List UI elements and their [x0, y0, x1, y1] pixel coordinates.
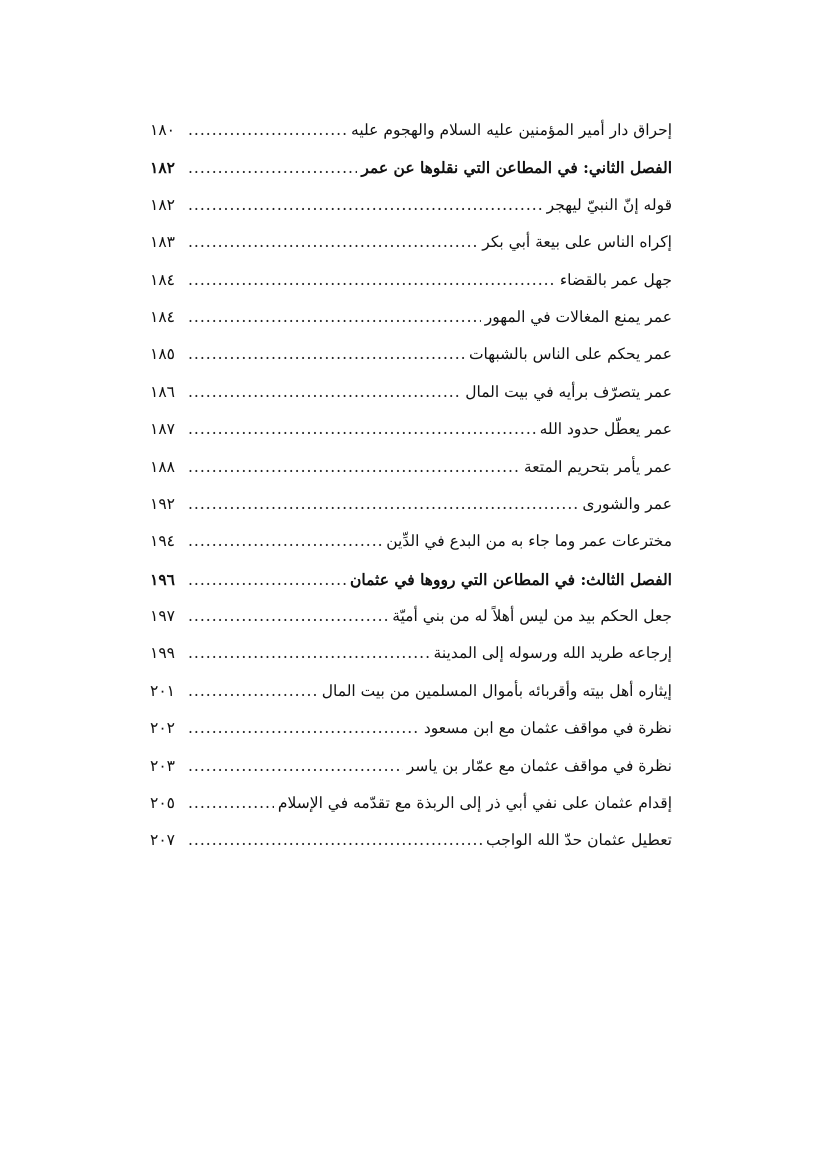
toc-entry[interactable]: [150, 635, 672, 672]
dot-leader: [188, 710, 420, 747]
dot-leader: [188, 187, 543, 224]
dot-leader: [188, 374, 461, 411]
toc-chapter-heading[interactable]: [150, 149, 672, 186]
toc-entry[interactable]: [150, 748, 672, 785]
toc-entry[interactable]: [150, 673, 672, 710]
dot-leader: [188, 523, 382, 560]
toc-entry-page: ٢٠٧: [150, 831, 175, 850]
toc-entry-page: ١٩٩: [150, 644, 175, 663]
dot-leader: [188, 150, 357, 187]
toc-entry[interactable]: [150, 822, 672, 859]
toc-entry-title: عمر يمنع المغالات في المهور: [484, 307, 672, 326]
toc-entry[interactable]: [150, 112, 672, 149]
dot-leader: [188, 785, 274, 822]
toc-entry-page: ١٩٤: [150, 532, 175, 551]
dot-leader: [188, 262, 556, 299]
dot-leader: [188, 673, 318, 710]
toc-entry[interactable]: [150, 336, 672, 373]
dot-leader: [188, 299, 481, 336]
toc-entry-title: عمر يعطّل حدود الله: [539, 420, 672, 439]
toc-chapter-heading[interactable]: [150, 561, 672, 598]
dot-leader: [188, 486, 578, 523]
toc-entry-page: ١٨٣: [150, 233, 175, 252]
toc-entry[interactable]: [150, 523, 672, 560]
toc-entry-title: إقدام عثمان على نفي أبي ذر إلى الربذة مع تقدّمه في الإسلام: [277, 794, 672, 813]
table-of-contents: [150, 112, 672, 860]
toc-entry-title: جعل الحكم بيد من ليس أهلاً له من بني أميّة: [392, 607, 672, 626]
toc-entry-page: ١٨٥: [150, 345, 175, 364]
dot-leader: [188, 449, 520, 486]
toc-entry-title: جهل عمر بالقضاء: [559, 270, 672, 289]
dot-leader: [188, 224, 478, 261]
dot-leader: [188, 598, 388, 635]
toc-entry-page: ١٨٤: [150, 307, 175, 326]
toc-entry-title: إيثاره أهل بيته وأقربائه بأموال المسلمين من بيت المال: [321, 681, 672, 700]
toc-entry[interactable]: [150, 187, 672, 224]
toc-entry-page: ٢٠٣: [150, 756, 175, 775]
toc-entry-page: ١٨٨: [150, 457, 175, 476]
toc-entry[interactable]: [150, 486, 672, 523]
toc-entry-title: قوله إنّ النبيّ ليهجر: [546, 195, 672, 214]
dot-leader: [188, 635, 430, 672]
toc-entry-title: نظرة في مواقف عثمان مع ابن مسعود: [423, 719, 672, 738]
toc-entry[interactable]: [150, 598, 672, 635]
toc-entry-title: عمر والشورى: [582, 494, 672, 513]
toc-entry-title: نظرة في مواقف عثمان مع عمّار بن ياسر: [406, 756, 672, 775]
toc-entry-page: ١٨٠: [150, 121, 175, 139]
toc-entry-page: ١٨٢: [150, 158, 175, 178]
toc-entry-title: عمر يحكم على الناس بالشبهات: [468, 345, 672, 364]
toc-entry[interactable]: [150, 224, 672, 261]
toc-entry-page: ٢٠١: [150, 681, 175, 700]
toc-entry-page: ١٨٢: [150, 195, 175, 214]
toc-entry-title: تعطيل عثمان حدّ الله الواجب: [486, 831, 672, 850]
toc-entry-title: إحراق دار أمير المؤمنين عليه السلام والهجوم عليه: [351, 121, 672, 139]
toc-entry-title: الفصل الثاني: في المطاعن التي نقلوها عن عمر: [361, 158, 672, 178]
toc-entry-page: ٢٠٢: [150, 719, 175, 738]
toc-entry-title: عمر يتصرّف برأيه في بيت المال: [465, 382, 672, 401]
toc-entry-page: ١٨٦: [150, 382, 175, 401]
dot-leader: [188, 336, 465, 373]
dot-leader: [188, 411, 536, 448]
toc-entry-title: الفصل الثالث: في المطاعن التي رووها في عثمان: [349, 569, 672, 589]
dot-leader: [188, 822, 482, 859]
toc-entry-page: ١٩٢: [150, 494, 175, 513]
toc-entry-page: ٢٠٥: [150, 794, 175, 813]
toc-entry[interactable]: [150, 785, 672, 822]
toc-entry[interactable]: [150, 710, 672, 747]
dot-leader: [188, 562, 346, 599]
toc-entry[interactable]: [150, 299, 672, 336]
toc-entry-page: ١٩٧: [150, 607, 175, 626]
toc-entry[interactable]: [150, 374, 672, 411]
toc-entry[interactable]: [150, 449, 672, 486]
toc-entry-title: مخترعات عمر وما جاء به من البدع في الدِّين: [386, 532, 672, 551]
toc-entry[interactable]: [150, 262, 672, 299]
toc-entry-page: ١٨٤: [150, 270, 175, 289]
dot-leader: [188, 748, 403, 785]
toc-entry-page: ١٨٧: [150, 420, 175, 439]
toc-entry-title: عمر يأمر بتحريم المتعة: [523, 457, 672, 476]
toc-entry-title: إرجاعه طريد الله ورسوله إلى المدينة: [433, 644, 672, 663]
toc-entry-page: ١٩٦: [150, 569, 175, 589]
toc-entry-title: إكراه الناس على بيعة أبي بكر: [482, 233, 672, 252]
toc-entry[interactable]: [150, 411, 672, 448]
dot-leader: [188, 112, 347, 149]
